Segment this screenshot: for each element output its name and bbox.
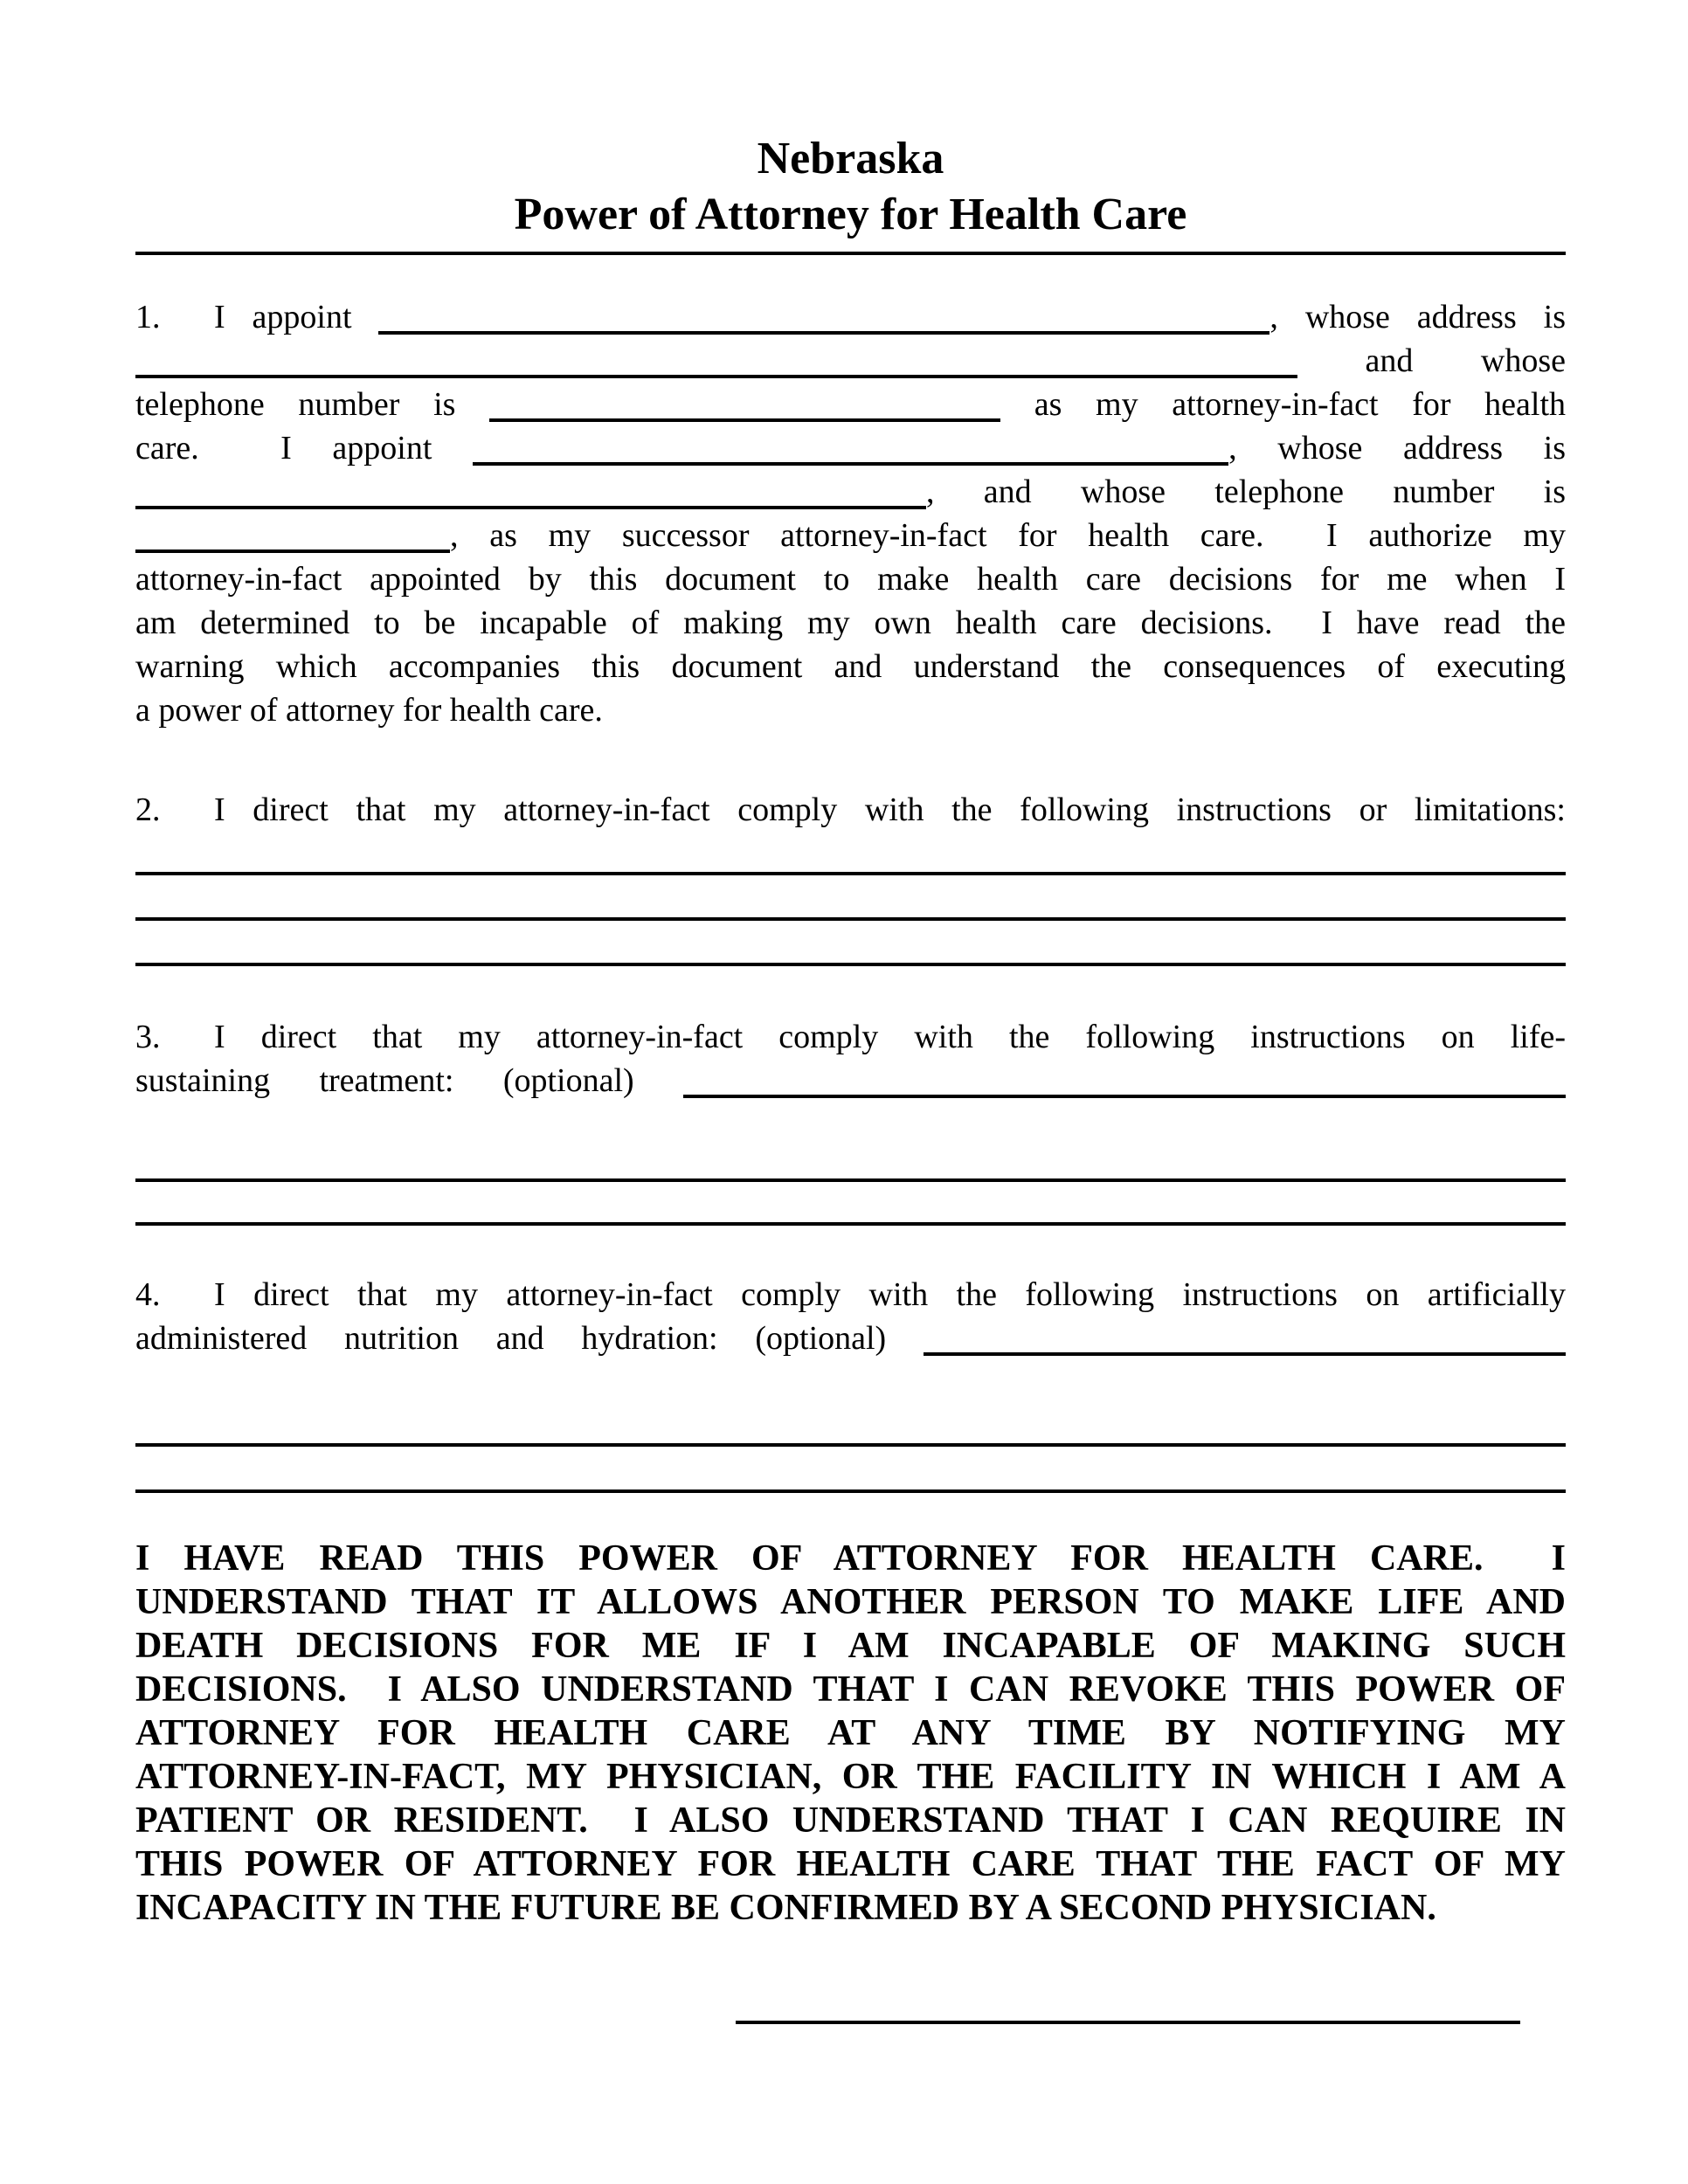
blank-successor-phone[interactable] xyxy=(135,523,450,553)
section-1-line-8 xyxy=(135,601,1566,645)
blank-instructions-line-2[interactable] xyxy=(135,875,1566,921)
section-4-number: 4. xyxy=(135,1276,161,1313)
acknowledgment-line-9 xyxy=(135,1886,1566,1930)
text-segment: , whose address is xyxy=(1269,299,1566,335)
text-segment: telephone number is xyxy=(135,386,456,423)
blank-appointee-phone[interactable] xyxy=(489,392,1000,422)
section-1-line-2 xyxy=(135,339,1566,383)
acknowledgment-line-6 xyxy=(135,1755,1566,1799)
blank-instructions-line-1[interactable] xyxy=(135,832,1566,875)
text-segment: administered nutrition and hydration: (optional) xyxy=(135,1320,887,1357)
acknowledgment-line-5 xyxy=(135,1711,1566,1755)
section-3-line-2 xyxy=(135,1059,1566,1102)
section-4-line-1 xyxy=(135,1273,1566,1317)
title-rule xyxy=(135,252,1566,255)
acknowledgment-line-1 xyxy=(135,1537,1566,1580)
blank-successor-name[interactable] xyxy=(473,436,1228,466)
text-segment: I appoint xyxy=(214,299,352,335)
blank-successor-address[interactable] xyxy=(135,480,926,509)
text-segment: and whose xyxy=(1365,342,1566,379)
text-segment: THIS POWER OF ATTORNEY FOR HEALTH CARE THAT THE FACT OF MY xyxy=(135,1844,1566,1884)
section-2-number: 2. xyxy=(135,791,161,828)
text-segment: ATTORNEY FOR HEALTH CARE AT ANY TIME BY NOTIFYING MY xyxy=(135,1713,1566,1753)
acknowledgment-line-3 xyxy=(135,1624,1566,1668)
document-title-line2: Power of Attorney for Health Care xyxy=(514,190,1187,239)
text-segment: DEATH DECISIONS FOR ME IF I AM INCAPABLE OF MAKING SUCH xyxy=(135,1626,1566,1666)
text-segment: as my attorney-in-fact for health xyxy=(1034,386,1567,423)
acknowledgment-line-7 xyxy=(135,1799,1566,1842)
section-1 xyxy=(135,295,1566,732)
section-3 xyxy=(135,1015,1566,1102)
text-segment: am determined to be incapable of making my own health care decisions. I have read the xyxy=(135,605,1566,641)
blank-nutrition-inline[interactable] xyxy=(924,1326,1566,1356)
text-segment: , whose address is xyxy=(1228,430,1566,467)
section-1-line-9 xyxy=(135,645,1566,688)
text-segment: UNDERSTAND THAT IT ALLOWS ANOTHER PERSON TO MAKE LIFE AND xyxy=(135,1582,1566,1622)
blank-instructions-line-3[interactable] xyxy=(135,921,1566,966)
blank-life-sustaining-inline[interactable] xyxy=(683,1068,1566,1098)
section-2-header xyxy=(135,788,1566,832)
acknowledgment-line-8 xyxy=(135,1842,1566,1886)
section-1-number: 1. xyxy=(135,299,161,335)
section-1-line-1 xyxy=(135,295,1566,339)
blank-life-sustaining-line-1[interactable] xyxy=(135,1102,1566,1182)
section-1-line-10 xyxy=(135,688,1566,732)
text-segment: I HAVE READ THIS POWER OF ATTORNEY FOR HEALTH CARE. I xyxy=(135,1538,1566,1579)
section-1-line-3 xyxy=(135,383,1566,426)
blank-nutrition-line-2[interactable] xyxy=(135,1447,1566,1493)
text-segment: ATTORNEY-IN-FACT, MY PHYSICIAN, OR THE FACILITY IN WHICH I AM A xyxy=(135,1757,1566,1797)
section-2 xyxy=(135,788,1566,832)
text-segment: DECISIONS. I ALSO UNDERSTAND THAT I CAN REVOKE THIS POWER OF xyxy=(135,1669,1566,1710)
blank-nutrition-line-1[interactable] xyxy=(135,1360,1566,1447)
text-segment: attorney-in-fact appointed by this document to make health care decisions for me when I xyxy=(135,561,1566,598)
blank-life-sustaining-line-2[interactable] xyxy=(135,1182,1566,1226)
section-1-line-7 xyxy=(135,557,1566,601)
section-3-number: 3. xyxy=(135,1019,161,1055)
document-title-line1: Nebraska xyxy=(757,134,944,183)
section-1-line-4 xyxy=(135,426,1566,470)
text-segment: care. I appoint xyxy=(135,430,432,467)
document-title xyxy=(135,131,1566,243)
section-1-line-6 xyxy=(135,514,1566,557)
text-segment: sustaining treatment: (optional) xyxy=(135,1062,634,1099)
acknowledgment-line-2 xyxy=(135,1580,1566,1624)
signature-line[interactable] xyxy=(736,2021,1520,2024)
blank-appointee-address[interactable] xyxy=(135,349,1297,378)
section-1-line-5 xyxy=(135,470,1566,514)
acknowledgment-line-4 xyxy=(135,1668,1566,1711)
text-segment: INCAPACITY IN THE FUTURE BE CONFIRMED BY A SECOND PHYSICIAN. xyxy=(135,1888,1436,1928)
section-4-line-2 xyxy=(135,1317,1566,1360)
text-segment: , as my successor attorney-in-fact for health care. I authorize my xyxy=(450,517,1566,554)
blank-appointee-name[interactable] xyxy=(378,305,1269,335)
section-4 xyxy=(135,1273,1566,1360)
text-segment: I direct that my attorney-in-fact comply with the following instructions on life- xyxy=(214,1019,1566,1055)
section-3-line-1 xyxy=(135,1015,1566,1059)
text-segment: I direct that my attorney-in-fact comply with the following instructions on artificially xyxy=(214,1276,1566,1313)
acknowledgment-paragraph xyxy=(135,1537,1566,1930)
text-segment: I direct that my attorney-in-fact comply with the following instructions or limitations: xyxy=(214,791,1566,828)
text-segment: a power of attorney for health care. xyxy=(135,692,603,729)
text-segment: PATIENT OR RESIDENT. I ALSO UNDERSTAND THAT I CAN REQUIRE IN xyxy=(135,1800,1566,1841)
text-segment: , and whose telephone number is xyxy=(926,473,1566,510)
text-segment: warning which accompanies this document and understand the consequences of executing xyxy=(135,648,1566,685)
